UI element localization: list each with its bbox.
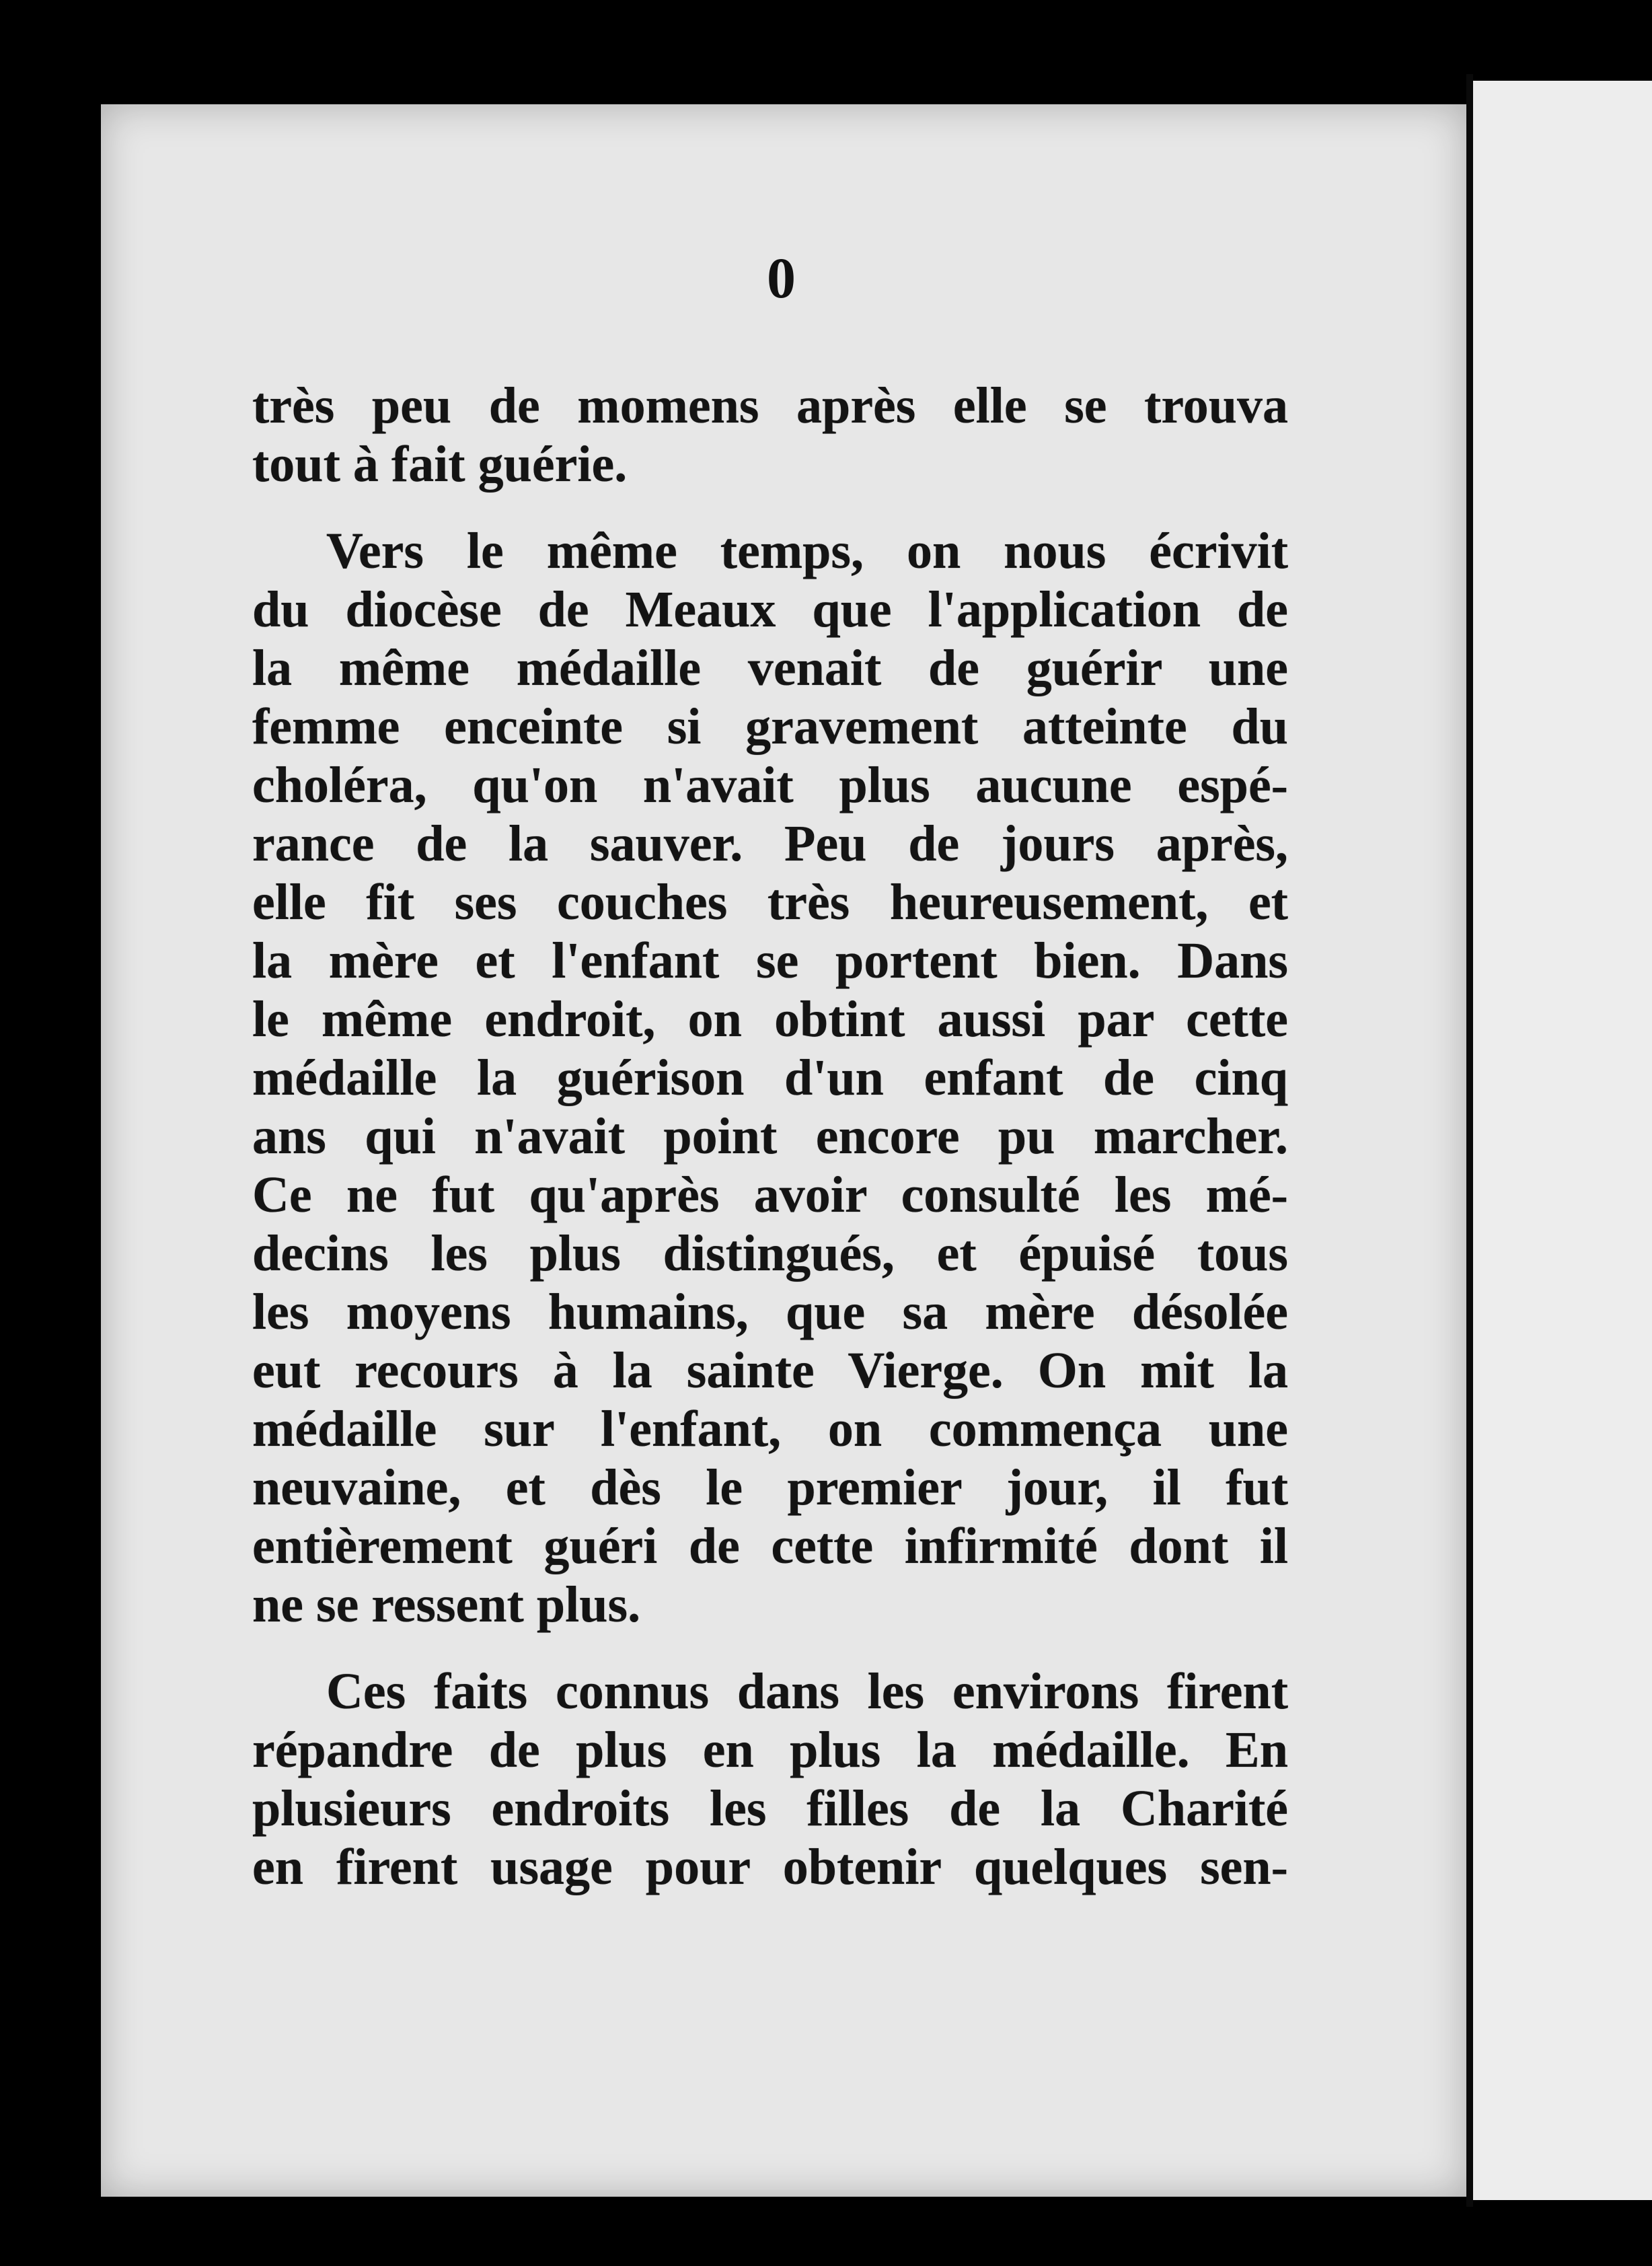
text-line: choléra, qu'on n'avait plus aucune espé- — [252, 757, 1288, 813]
text-line: Ces faits connus dans les environs firent — [326, 1663, 1288, 1720]
text-line: du diocèse de Meaux que l'application de — [252, 581, 1288, 638]
paragraph-3 — [252, 1662, 1288, 1897]
text-line: la même médaille venait de guérir une — [252, 640, 1288, 696]
text-line: la mère et l'enfant se portent bien. Dans — [252, 933, 1288, 989]
text-line: plusieurs endroits les filles de la Charité — [252, 1780, 1288, 1837]
facing-page — [1473, 81, 1652, 2200]
text-line: médaille la guérison d'un enfant de cinq — [252, 1050, 1288, 1106]
paragraph-2 — [252, 522, 1288, 1634]
text-line: Ce ne fut qu'après avoir consulté les mé- — [252, 1167, 1288, 1223]
text-line: très peu de momens après elle se trouva — [252, 377, 1288, 434]
paragraph-1 — [252, 377, 1288, 494]
text-line: médaille sur l'enfant, on commença une — [252, 1401, 1288, 1457]
page-number: 0 — [767, 246, 796, 310]
text-line: entièrement guéri de cette infirmité dont il — [252, 1518, 1288, 1574]
text-line: les moyens humains, que sa mère désolée — [252, 1284, 1288, 1340]
text-line: répandre de plus en plus la médaille. En — [252, 1722, 1288, 1778]
text-line: rance de la sauver. Peu de jours après, — [252, 815, 1288, 872]
text-line: en firent usage pour obtenir quelques sen- — [252, 1839, 1288, 1895]
text-line: decins les plus distingués, et épuisé tous — [252, 1225, 1288, 1282]
page-gutter — [1466, 74, 1473, 2207]
text-line: Vers le même temps, on nous écrivit — [326, 523, 1288, 579]
text-line: ans qui n'avait point encore pu marcher. — [252, 1108, 1288, 1165]
text-line: le même endroit, on obtint aussi par cette — [252, 991, 1288, 1048]
text-line: neuvaine, et dès le premier jour, il fut — [252, 1459, 1288, 1516]
body-text — [252, 377, 1288, 1897]
text-line: ne se ressent plus. — [252, 1576, 641, 1633]
text-line: femme enceinte si gravement atteinte du — [252, 698, 1288, 755]
text-line: eut recours à la sainte Vierge. On mit la — [252, 1342, 1288, 1399]
text-line: elle fit ses couches très heureusement, et — [252, 874, 1288, 930]
text-line: tout à fait guérie. — [252, 436, 628, 492]
